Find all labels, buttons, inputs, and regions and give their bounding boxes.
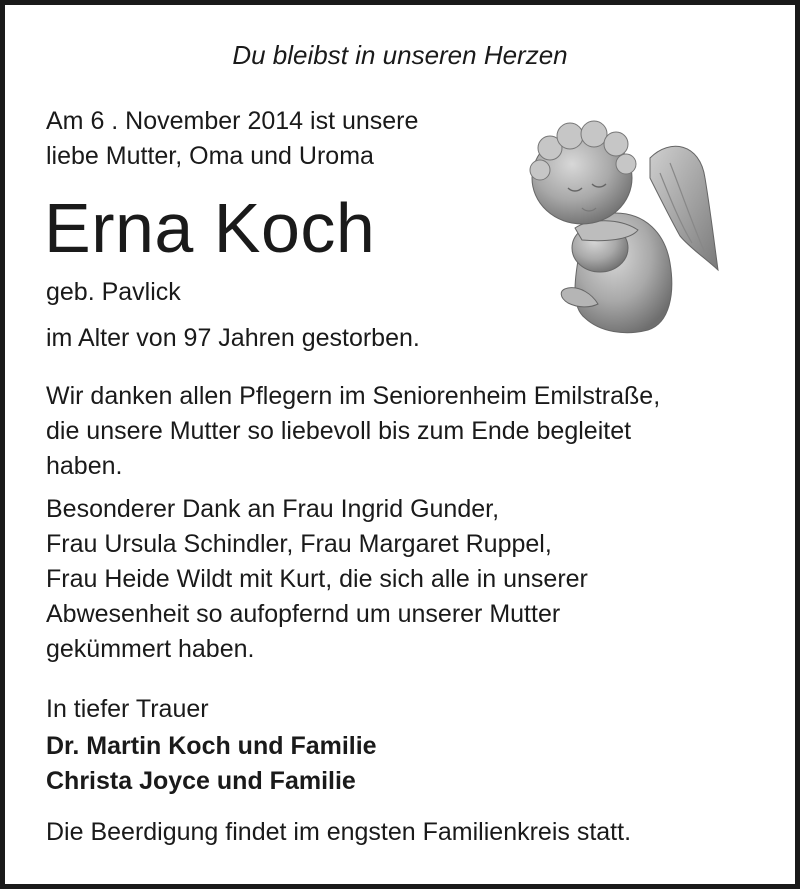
special-thanks-line-3: Frau Heide Wildt mit Kurt, die sich alle in unserer bbox=[46, 565, 588, 593]
thanks-line-2: die unsere Mutter so liebevoll bis zum Ende begleitet bbox=[46, 417, 632, 445]
birth-name: geb. Pavlick bbox=[46, 278, 181, 306]
special-thanks-line-2: Frau Ursula Schindler, Frau Margaret Ruppel, bbox=[46, 530, 552, 558]
deceased-name: Erna Koch bbox=[44, 189, 376, 267]
special-thanks-line-5: gekümmert haben. bbox=[46, 635, 255, 663]
mourning-label: In tiefer Trauer bbox=[46, 695, 209, 723]
intro-line-2: liebe Mutter, Oma und Uroma bbox=[46, 142, 374, 170]
thanks-line-3: haben. bbox=[46, 452, 123, 480]
special-thanks-line-4: Abwesenheit so aufopfernd um unserer Mutter bbox=[46, 600, 561, 628]
thanks-line-1: Wir danken allen Pflegern im Seniorenheim Emilstraße, bbox=[46, 382, 661, 410]
motto: Du bleibst in unseren Herzen bbox=[232, 40, 568, 70]
funeral-note: Die Beerdigung findet im engsten Familienkreis statt. bbox=[46, 818, 632, 846]
mourner-2: Christa Joyce und Familie bbox=[46, 767, 356, 795]
angel-figurine-image bbox=[520, 118, 720, 340]
intro-line-1: Am 6 . November 2014 ist unsere bbox=[46, 107, 419, 135]
age-line: im Alter von 97 Jahren gestorben. bbox=[46, 324, 420, 352]
mourner-1: Dr. Martin Koch und Familie bbox=[46, 732, 377, 760]
special-thanks-line-1: Besonderer Dank an Frau Ingrid Gunder, bbox=[46, 495, 500, 523]
